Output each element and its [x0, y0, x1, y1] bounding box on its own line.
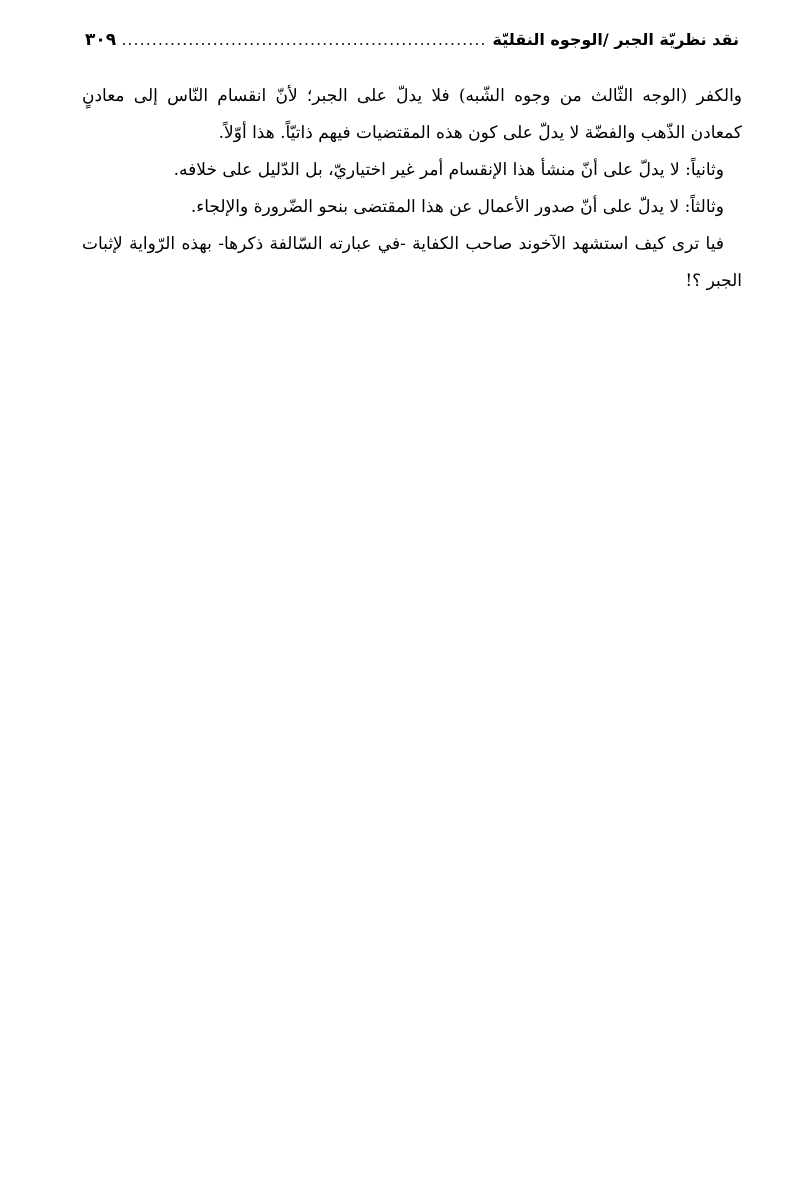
leader-dots	[122, 30, 486, 49]
page-header	[85, 30, 739, 60]
paragraph-continuation: والكفر (الوجه الثّالث من وجوه الشّبه) فلا يدلّ على الجبر؛ لأنّ انقسام النّاس إلى معادنٍ كمعادن الذّهب والفضّة لا يدلّ على كون هذه المقتضيات فيهم ذاتيّاً. هذا أوّلاً.	[82, 86, 742, 143]
page-number: ٣٠٩	[85, 30, 117, 50]
paragraph-second-point: وثانياً: لا يدلّ على أنّ منشأ هذا الإنقسام أمر غير اختياريّ، بل الدّليل على خلافه.	[173, 160, 724, 180]
body-text	[82, 78, 742, 300]
paragraph-conclusion: فيا ترى كيف استشهد الآخوند صاحب الكفاية -في عبارته السّالفة ذكرها- بهذه الرّواية لإثبات الجبر ؟!	[82, 234, 742, 291]
running-title: نقد نظريّة الجبر /الوجوه النقليّة	[492, 30, 739, 49]
paragraph-third-point: وثالثاً: لا يدلّ على أنّ صدور الأعمال عن هذا المقتضى بنحو الضّرورة والإلجاء.	[190, 197, 724, 217]
